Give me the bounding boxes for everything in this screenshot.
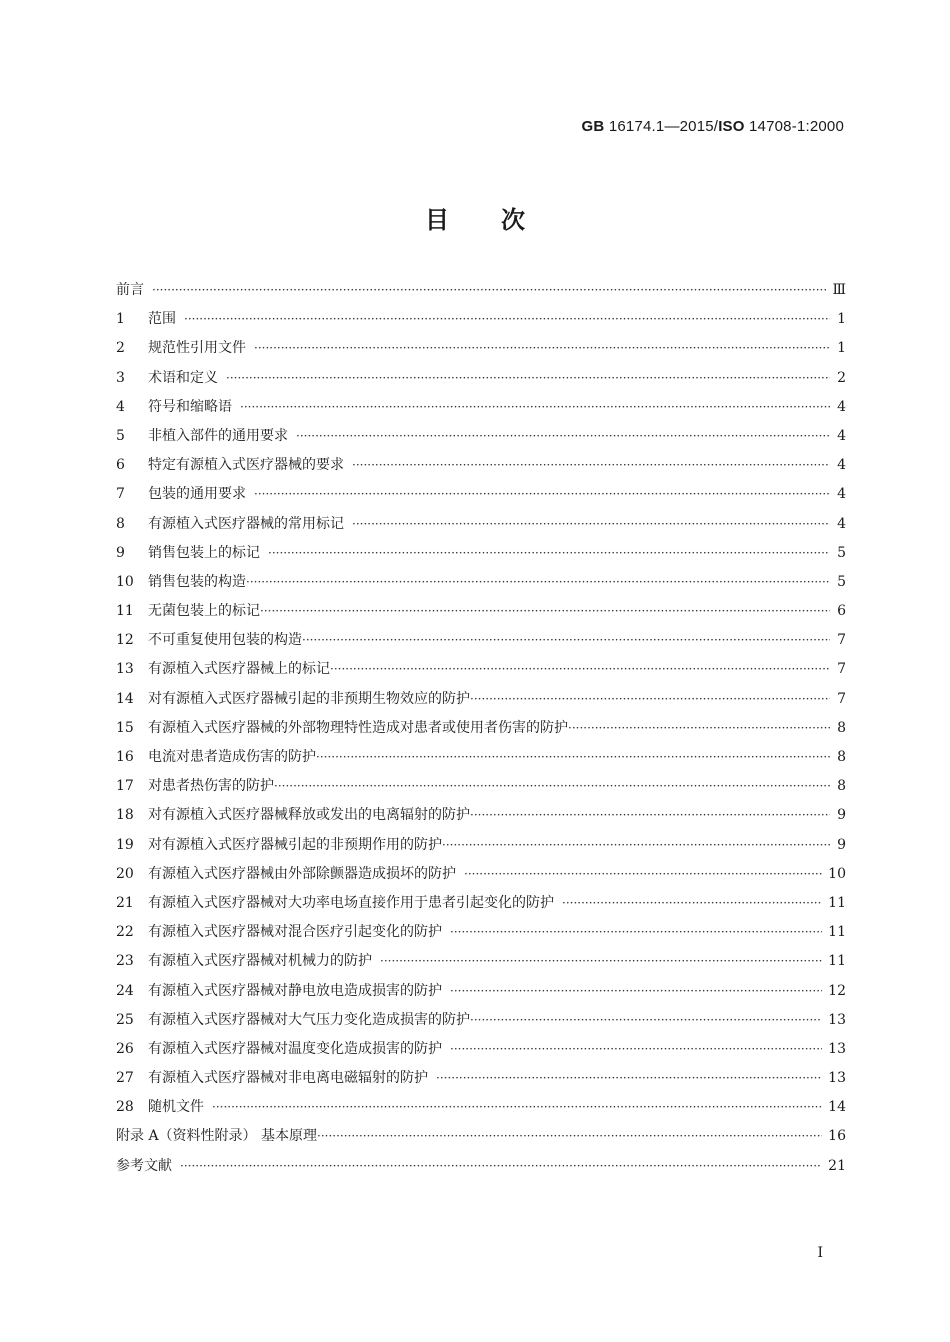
toc-entry[interactable]	[116, 860, 846, 889]
toc-entry-page: 2	[837, 369, 846, 386]
standard-number-header	[582, 118, 844, 135]
page-title	[0, 200, 950, 235]
toc-entry-number: 27	[116, 1070, 134, 1087]
toc-entry-page: 1	[837, 340, 846, 357]
toc-entry[interactable]	[116, 480, 846, 509]
toc-entry-title: 有源植入式医疗器械对大气压力变化造成损害的防护	[148, 1011, 470, 1028]
toc-entry-number: 5	[116, 427, 125, 444]
toc-entry[interactable]	[116, 276, 846, 305]
toc-leader-dots	[296, 422, 830, 451]
toc-entry-number: 22	[116, 924, 134, 941]
toc-leader-dots	[226, 364, 830, 393]
toc-entry-number: 19	[116, 836, 134, 853]
toc-entry-page: 16	[828, 1128, 846, 1145]
toc-leader-dots	[352, 510, 830, 539]
toc-leader-dots	[470, 1006, 822, 1035]
toc-entry-title: 有源植入式医疗器械上的标记	[148, 661, 330, 678]
toc-entry-number: 11	[116, 603, 134, 620]
toc-leader-dots	[450, 918, 822, 947]
toc-entry-title: 电流对患者造成伤害的防护	[148, 749, 316, 765]
toc-leader-dots	[562, 889, 822, 918]
toc-entry-title: 有源植入式医疗器械的外部物理特性造成对患者或使用者伤害的防护	[148, 719, 568, 736]
toc-entry-title: 有源植入式医疗器械对大功率电场直接作用于患者引起变化的防护	[148, 894, 554, 911]
toc-entry-title: 有源植入式医疗器械对非电离电磁辐射的防护	[148, 1070, 428, 1087]
iso-number: 14708-1:2000	[744, 118, 844, 135]
toc-entry-number: 15	[116, 719, 134, 736]
iso-prefix: ISO	[718, 118, 745, 135]
toc-leader-dots	[317, 1122, 822, 1151]
toc-entry-page: 21	[828, 1157, 846, 1174]
toc-leader-dots	[464, 860, 822, 889]
toc-entry[interactable]	[116, 393, 846, 422]
toc-entry-number: 14	[116, 690, 134, 707]
toc-entry[interactable]	[116, 801, 846, 830]
toc-entry-page: 7	[837, 632, 846, 649]
toc-entry-page: 11	[828, 894, 846, 911]
toc-entry[interactable]	[116, 685, 846, 714]
toc-entry-number: 28	[116, 1099, 134, 1116]
toc-entry-title: 有源植入式医疗器械对机械力的防护	[148, 953, 372, 970]
toc-entry-title: 有源植入式医疗器械对静电放电造成损害的防护	[148, 982, 442, 999]
toc-entry[interactable]	[116, 831, 846, 860]
toc-entry-number: 6	[116, 457, 125, 474]
toc-leader-dots	[470, 685, 830, 714]
toc-entry-page: 8	[837, 749, 846, 765]
toc-leader-dots	[240, 393, 830, 422]
toc-entry[interactable]	[116, 334, 846, 363]
toc-entry-title: 销售包装的构造	[148, 573, 246, 590]
toc-entry[interactable]	[116, 714, 846, 743]
toc-entry-number: 13	[116, 661, 134, 678]
toc-entry-number: 8	[116, 515, 125, 532]
toc-entry-page: Ⅲ	[832, 282, 846, 298]
toc-entry-title: 无菌包装上的标记	[148, 603, 260, 620]
toc-entry-page: 4	[837, 398, 846, 415]
toc-leader-dots	[316, 743, 830, 772]
toc-entry-title: 术语和定义	[148, 369, 218, 386]
toc-entry-page: 13	[828, 1070, 846, 1087]
toc-entry[interactable]	[116, 1035, 846, 1064]
toc-entry[interactable]	[116, 1064, 846, 1093]
toc-leader-dots	[260, 597, 830, 626]
toc-entry-title: 规范性引用文件	[148, 340, 246, 357]
toc-entry-page: 5	[837, 544, 846, 561]
toc-entry-title: 对患者热伤害的防护	[148, 778, 274, 795]
toc-entry-page: 11	[828, 924, 846, 941]
toc-entry-page: 13	[828, 1011, 846, 1028]
toc-leader-dots	[442, 831, 830, 860]
toc-entry-number: 18	[116, 807, 134, 824]
toc-entry-number: 16	[116, 749, 134, 765]
toc-entry-page: 4	[837, 457, 846, 474]
toc-entry-title: 特定有源植入式医疗器械的要求	[148, 457, 344, 474]
toc-leader-dots	[180, 1152, 822, 1181]
toc-entry-number: 21	[116, 894, 134, 911]
toc-entry[interactable]	[116, 1122, 846, 1151]
toc-entry-title: 对有源植入式医疗器械释放或发出的电离辐射的防护	[148, 807, 470, 824]
toc-leader-dots	[254, 480, 830, 509]
toc-entry-page: 4	[837, 515, 846, 532]
toc-entry[interactable]	[116, 364, 846, 393]
toc-leader-dots	[212, 1093, 822, 1122]
toc-entry-title: 对有源植入式医疗器械引起的非预期生物效应的防护	[148, 690, 470, 707]
toc-entry-page: 8	[837, 778, 846, 795]
toc-entry-number: 23	[116, 953, 134, 970]
toc-entry-page: 10	[828, 865, 846, 882]
toc-entry-page: 7	[837, 690, 846, 707]
toc-leader-dots	[352, 451, 830, 480]
toc-entry[interactable]	[116, 1093, 846, 1122]
toc-entry-number: 3	[116, 369, 125, 386]
toc-entry-number: 20	[116, 865, 134, 882]
toc-leader-dots	[380, 947, 822, 976]
toc-entry-title: 销售包装上的标记	[148, 544, 260, 561]
toc-leader-dots	[568, 714, 830, 743]
footer-page-number: I	[817, 1245, 823, 1261]
toc-entry[interactable]	[116, 626, 846, 655]
toc-entry-title: 范围	[148, 311, 176, 328]
toc-entry-title: 非植入部件的通用要求	[148, 427, 288, 444]
toc-entry-title: 有源植入式医疗器械由外部除颤器造成损坏的防护	[148, 865, 456, 882]
toc-leader-dots	[246, 568, 830, 597]
toc-leader-dots	[302, 626, 830, 655]
toc-entry-title: 随机文件	[148, 1099, 204, 1116]
toc-entry-title: 包装的通用要求	[148, 486, 246, 503]
toc-entry[interactable]	[116, 918, 846, 947]
toc-entry-number: 12	[116, 632, 134, 649]
toc-entry[interactable]	[116, 451, 846, 480]
toc-entry-title: 附录 A（资料性附录） 基本原理	[116, 1128, 318, 1145]
toc-entry[interactable]	[116, 305, 846, 334]
toc-entry-number: 2	[116, 340, 125, 357]
toc-entry-page: 13	[828, 1040, 846, 1057]
toc-entry[interactable]	[116, 597, 846, 626]
toc-leader-dots	[254, 334, 830, 363]
toc-entry-number: 9	[116, 544, 125, 561]
toc-entry[interactable]	[116, 1006, 846, 1035]
toc-leader-dots	[450, 1035, 822, 1064]
toc-entry-page: 4	[837, 486, 846, 503]
toc-entry-title: 有源植入式医疗器械对混合医疗引起变化的防护	[148, 924, 442, 941]
toc-entry-title: 不可重复使用包装的构造	[148, 632, 302, 649]
toc-entry[interactable]	[116, 977, 846, 1006]
toc-entry[interactable]	[116, 568, 846, 597]
toc-entry-number: 10	[116, 573, 134, 590]
toc-entry-page: 5	[837, 573, 846, 590]
toc-entry-page: 4	[837, 427, 846, 444]
toc-entry-page: 9	[837, 807, 846, 824]
gb-number: 16174.1—2015/	[604, 118, 719, 135]
toc-entry-title: 对有源植入式医疗器械引起的非预期作用的防护	[148, 836, 442, 853]
toc-entry-number: 4	[116, 398, 125, 415]
toc-entry-page: 11	[828, 953, 846, 970]
toc-entry[interactable]	[116, 655, 846, 684]
toc-entry[interactable]	[116, 422, 846, 451]
toc-entry[interactable]	[116, 510, 846, 539]
toc-leader-dots	[184, 305, 830, 334]
toc-leader-dots	[274, 772, 830, 801]
toc-entry-title: 符号和缩略语	[148, 398, 232, 415]
toc-leader-dots	[268, 539, 830, 568]
toc-entry[interactable]	[116, 743, 846, 772]
toc-entry-number: 7	[116, 486, 125, 503]
toc-entry-title: 有源植入式医疗器械的常用标记	[148, 515, 344, 532]
toc-entry-page: 8	[837, 719, 846, 736]
toc-entry[interactable]	[116, 947, 846, 976]
toc-leader-dots	[450, 977, 822, 1006]
toc-entry[interactable]	[116, 889, 846, 918]
toc-entry-number: 17	[116, 778, 134, 795]
toc-entry-page: 1	[837, 311, 846, 328]
toc-leader-dots	[436, 1064, 822, 1093]
toc-entry-number: 25	[116, 1011, 134, 1028]
toc-entry-title: 前言	[116, 282, 144, 298]
toc-entry[interactable]	[116, 1152, 846, 1181]
page-title-char-1: 目	[425, 206, 449, 234]
gb-prefix: GB	[581, 118, 605, 135]
toc-entry-page: 9	[837, 836, 846, 853]
table-of-contents	[116, 276, 846, 1181]
toc-entry-page: 12	[828, 982, 846, 999]
toc-entry-number: 26	[116, 1040, 134, 1057]
toc-entry-page: 6	[837, 603, 846, 620]
toc-leader-dots	[330, 655, 830, 684]
toc-entry[interactable]	[116, 772, 846, 801]
page-title-char-2: 次	[501, 206, 525, 234]
toc-entry-page: 14	[828, 1099, 846, 1116]
toc-entry-number: 1	[116, 311, 125, 328]
toc-entry-title: 有源植入式医疗器械对温度变化造成损害的防护	[148, 1040, 442, 1057]
toc-leader-dots	[152, 276, 826, 305]
toc-entry-page: 7	[837, 661, 846, 678]
toc-entry-title: 参考文献	[116, 1157, 172, 1174]
toc-entry-number: 24	[116, 982, 134, 999]
toc-leader-dots	[470, 801, 830, 830]
toc-entry[interactable]	[116, 539, 846, 568]
